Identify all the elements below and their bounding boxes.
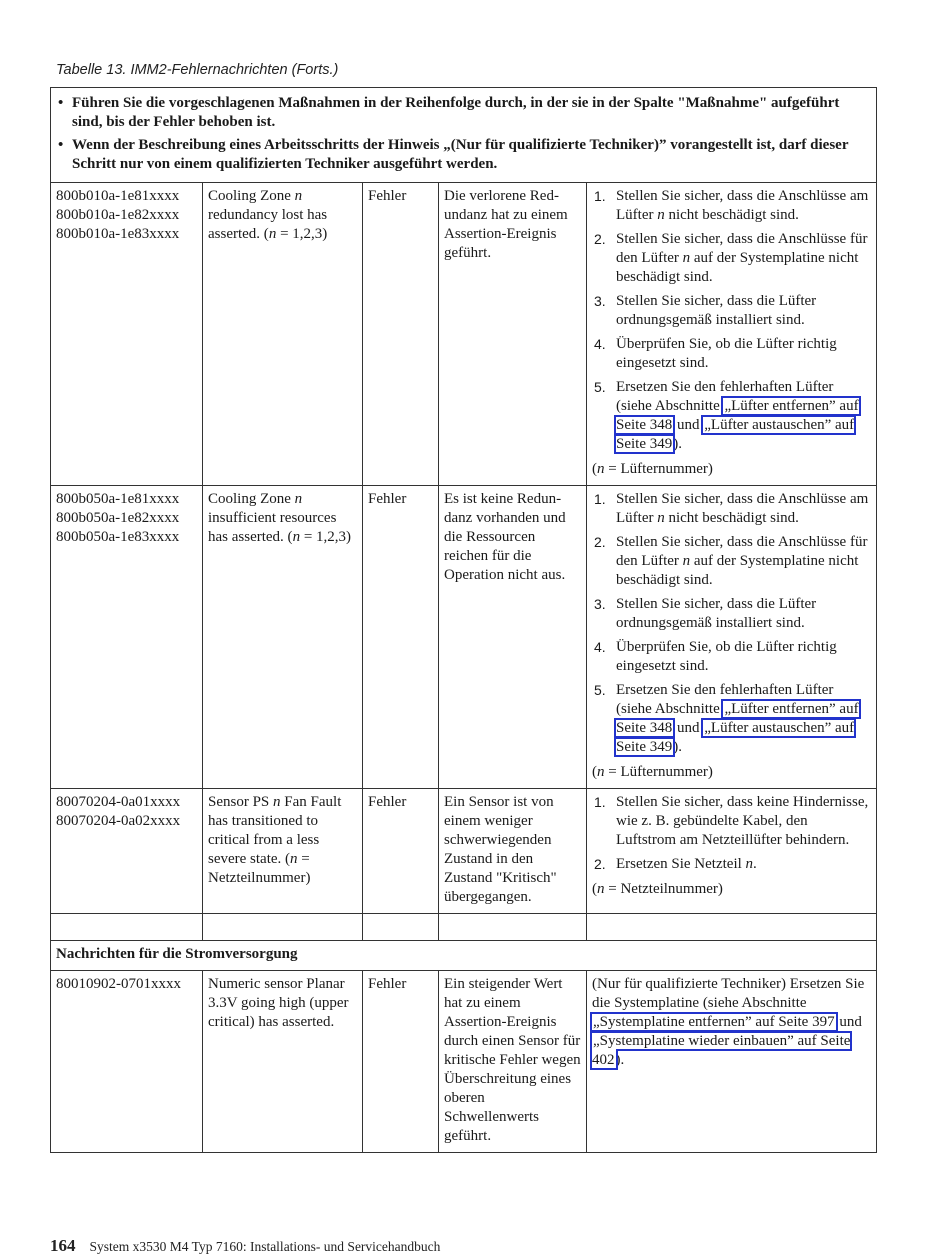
action-step <box>592 533 871 590</box>
action-note: (n = Netzteilnummer) <box>592 881 723 897</box>
step-text: . <box>753 856 757 872</box>
event-id-cell <box>51 183 203 486</box>
explanation-cell: Die verlorene Redundanz hat zu einem Assertion-Ereignis geführt. <box>439 183 587 486</box>
step-text: nicht beschädigt sind. <box>664 207 799 223</box>
event-id-cell <box>51 789 203 914</box>
event-id: 800b050a-1e82xxxx <box>56 510 180 526</box>
variable: n <box>597 461 605 477</box>
step-text: auf der Systemplatine nicht beschädigt sind. <box>616 553 859 588</box>
link-replace-fan[interactable]: „Lüfter austauschen” auf Seite 349 <box>616 417 855 452</box>
step-text: Ersetzen Sie den fehlerhaften Lüfter (siehe Abschnitte <box>616 682 834 717</box>
link-remove-system-board[interactable]: „Systemplatine entfernen” auf Seite 397 <box>593 1014 835 1030</box>
action-steps <box>592 187 871 454</box>
severity-cell: Fehler <box>363 789 439 914</box>
step-number: 2. <box>594 534 606 550</box>
action-cell <box>587 486 877 789</box>
step-text: und <box>673 720 704 736</box>
notes-row <box>51 88 877 183</box>
note-text: = Netzteilnummer) <box>604 881 723 897</box>
step-number: 4. <box>594 639 606 655</box>
action-cell <box>587 789 877 914</box>
section-row <box>51 941 877 971</box>
event-id: 800b010a-1e82xxxx <box>56 207 180 223</box>
message-text: Cooling Zone <box>208 188 295 204</box>
step-text: Ersetzen Sie Netzteil <box>616 856 746 872</box>
note-item: • Führen Sie die vorgeschlagenen Maßnahmen in der Reihenfolge durch, in der sie in der Spalte "Maßnahme" aufgeführt sind, bis der Fehler behoben ist. <box>56 94 871 132</box>
message-text: redundancy lost has asserted. ( <box>208 207 328 242</box>
variable: n <box>273 794 281 810</box>
step-text: nicht beschädigt sind. <box>664 510 799 526</box>
message-text: = 1,2,3) <box>300 529 352 545</box>
empty-cell <box>363 914 439 941</box>
event-id-cell <box>51 486 203 789</box>
empty-cell <box>439 914 587 941</box>
action-step <box>592 335 871 373</box>
link-remove-fan[interactable]: „Lüfter entfernen” auf Seite 348 <box>616 701 859 736</box>
table-row <box>51 789 877 914</box>
explanation-cell: Ein Sensor ist von einem weniger schwerwiegenden Zustand in den Zustand "Kritisch" übergegangen. <box>439 789 587 914</box>
message-cell <box>203 789 363 914</box>
step-number: 1. <box>594 491 606 507</box>
message-cell <box>203 183 363 486</box>
link-remove-fan[interactable]: „Lüfter entfernen” auf Seite 348 <box>616 398 859 433</box>
step-text: Ersetzen Sie den fehlerhaften Lüfter (siehe Abschnitte <box>616 379 834 414</box>
step-number: 1. <box>594 188 606 204</box>
action-steps <box>592 490 871 757</box>
step-number: 3. <box>594 596 606 612</box>
message-text: Cooling Zone <box>208 491 295 507</box>
variable: n <box>597 881 605 897</box>
severity-cell: Fehler <box>363 971 439 1153</box>
action-step <box>592 681 871 757</box>
error-message-table <box>50 87 877 1153</box>
table-row <box>51 486 877 789</box>
action-step <box>592 793 871 850</box>
empty-cell <box>587 914 877 941</box>
action-step <box>592 187 871 225</box>
step-text: ). <box>673 739 682 755</box>
severity-cell: Fehler <box>363 183 439 486</box>
note-item: • Wenn der Beschreibung eines Arbeitsschritts der Hinweis „(Nur für qualifizierte Techniker)” vorangestellt ist, darf dieser Schritt nur von einem qualifizierten Techniker ausgeführt werden. <box>56 136 871 174</box>
variable: n <box>657 510 665 526</box>
event-id: 800b050a-1e83xxxx <box>56 529 180 545</box>
action-step <box>592 595 871 633</box>
step-number: 4. <box>594 336 606 352</box>
message-text: Sensor PS <box>208 794 274 810</box>
step-text: Stellen Sie sicher, dass die Lüfter ordnungsgemäß installiert sind. <box>616 596 817 631</box>
action-text: ). <box>615 1052 625 1068</box>
action-steps <box>592 793 871 874</box>
page-number: 164 <box>50 1236 76 1255</box>
note-text: = Lüfternummer) <box>604 764 713 780</box>
step-number: 2. <box>594 231 606 247</box>
event-id: 80010902-0701xxxx <box>56 976 181 992</box>
step-text: ). <box>673 436 682 452</box>
action-step <box>592 230 871 287</box>
event-id: 800b010a-1e83xxxx <box>56 226 180 242</box>
variable: n <box>597 764 605 780</box>
action-cell <box>587 971 877 1153</box>
message-text: insufficient resources has asserted. ( <box>208 510 337 545</box>
event-id: 80070204-0a02xxxx <box>56 813 181 829</box>
step-text: Stellen Sie sicher, dass die Anschlüsse für den Lüfter <box>616 534 868 569</box>
message-text: Fan Fault has transitioned to critical from a less severe state. ( <box>208 794 342 867</box>
table-row <box>51 971 877 1153</box>
notes-cell <box>51 88 877 183</box>
variable: n <box>682 553 691 569</box>
step-text: Überprüfen Sie, ob die Lüfter richtig eingesetzt sind. <box>616 336 837 371</box>
table-row <box>51 183 877 486</box>
step-number: 5. <box>594 379 606 395</box>
action-note: (n = Lüfternummer) <box>592 764 713 780</box>
step-text: Stellen Sie sicher, dass die Anschlüsse am Lüfter <box>616 491 869 526</box>
variable: n <box>682 250 691 266</box>
step-number: 1. <box>594 794 606 810</box>
action-step <box>592 855 871 874</box>
empty-row <box>51 914 877 941</box>
severity-cell: Fehler <box>363 486 439 789</box>
book-title: System x3530 M4 Typ 7160: Installations- und Servicehandbuch <box>89 1239 441 1254</box>
action-note: (n = Lüfternummer) <box>592 461 713 477</box>
variable: n <box>294 188 303 204</box>
action-text: und <box>835 1014 862 1030</box>
step-text: und <box>673 417 704 433</box>
link-replace-fan[interactable]: „Lüfter austauschen” auf Seite 349 <box>616 720 855 755</box>
step-text: Stellen Sie sicher, dass die Lüfter ordnungsgemäß installiert sind. <box>616 293 817 328</box>
action-text: (Nur für qualifizierte Techniker) Ersetzen Sie die Systemplatine (siehe Abschnitte <box>592 976 865 1011</box>
action-step <box>592 638 871 676</box>
page-footer <box>50 1236 440 1256</box>
notes-list <box>56 94 871 174</box>
link-install-system-board[interactable]: „Systemplatine wieder einbauen” auf Seite 402 <box>592 1033 851 1068</box>
step-text: Stellen Sie sicher, dass die Anschlüsse am Lüfter <box>616 188 869 223</box>
event-id: 800b050a-1e81xxxx <box>56 491 180 507</box>
message-cell <box>203 486 363 789</box>
message-text: = 1,2,3) <box>276 226 328 242</box>
step-text: auf der Systemplatine nicht beschädigt sind. <box>616 250 859 285</box>
variable: n <box>657 207 665 223</box>
action-step <box>592 292 871 330</box>
step-number: 2. <box>594 856 606 872</box>
variable: n <box>294 491 303 507</box>
variable: n <box>745 856 754 872</box>
step-number: 5. <box>594 682 606 698</box>
note-text: = Lüfternummer) <box>604 461 713 477</box>
event-id: 80070204-0a01xxxx <box>56 794 181 810</box>
action-cell <box>587 183 877 486</box>
step-text: Stellen Sie sicher, dass keine Hindernisse, wie z. B. gebündelte Kabel, den Luftstrom am Netzteillüfter behindern. <box>616 794 869 848</box>
empty-cell <box>51 914 203 941</box>
message-cell: Numeric sensor Planar 3.3V going high (upper critical) has asserted. <box>203 971 363 1153</box>
empty-cell <box>203 914 363 941</box>
event-id: 800b010a-1e81xxxx <box>56 188 180 204</box>
message-text: = Netzteilnummer) <box>208 851 311 886</box>
step-text: Überprüfen Sie, ob die Lüfter richtig eingesetzt sind. <box>616 639 837 674</box>
step-number: 3. <box>594 293 606 309</box>
explanation-cell: Ein steigender Wert hat zu einem Assertion-Ereignis durch einen Sensor für kritische Fehler wegen Überschreitung eines oberen Schwellenwerts geführt. <box>439 971 587 1153</box>
section-title: Nachrichten für die Stromversorgung <box>51 941 877 971</box>
action-step <box>592 378 871 454</box>
variable: n <box>292 529 301 545</box>
explanation-cell: Es ist keine Redundanz vorhanden und die Ressourcen reichen für die Operation nicht aus. <box>439 486 587 789</box>
step-text: Stellen Sie sicher, dass die Anschlüsse für den Lüfter <box>616 231 868 266</box>
event-id-cell <box>51 971 203 1153</box>
variable: n <box>290 851 298 867</box>
action-step <box>592 490 871 528</box>
table-caption: Tabelle 13. IMM2-Fehlernachrichten (Forts.) <box>56 62 339 78</box>
variable: n <box>268 226 277 242</box>
